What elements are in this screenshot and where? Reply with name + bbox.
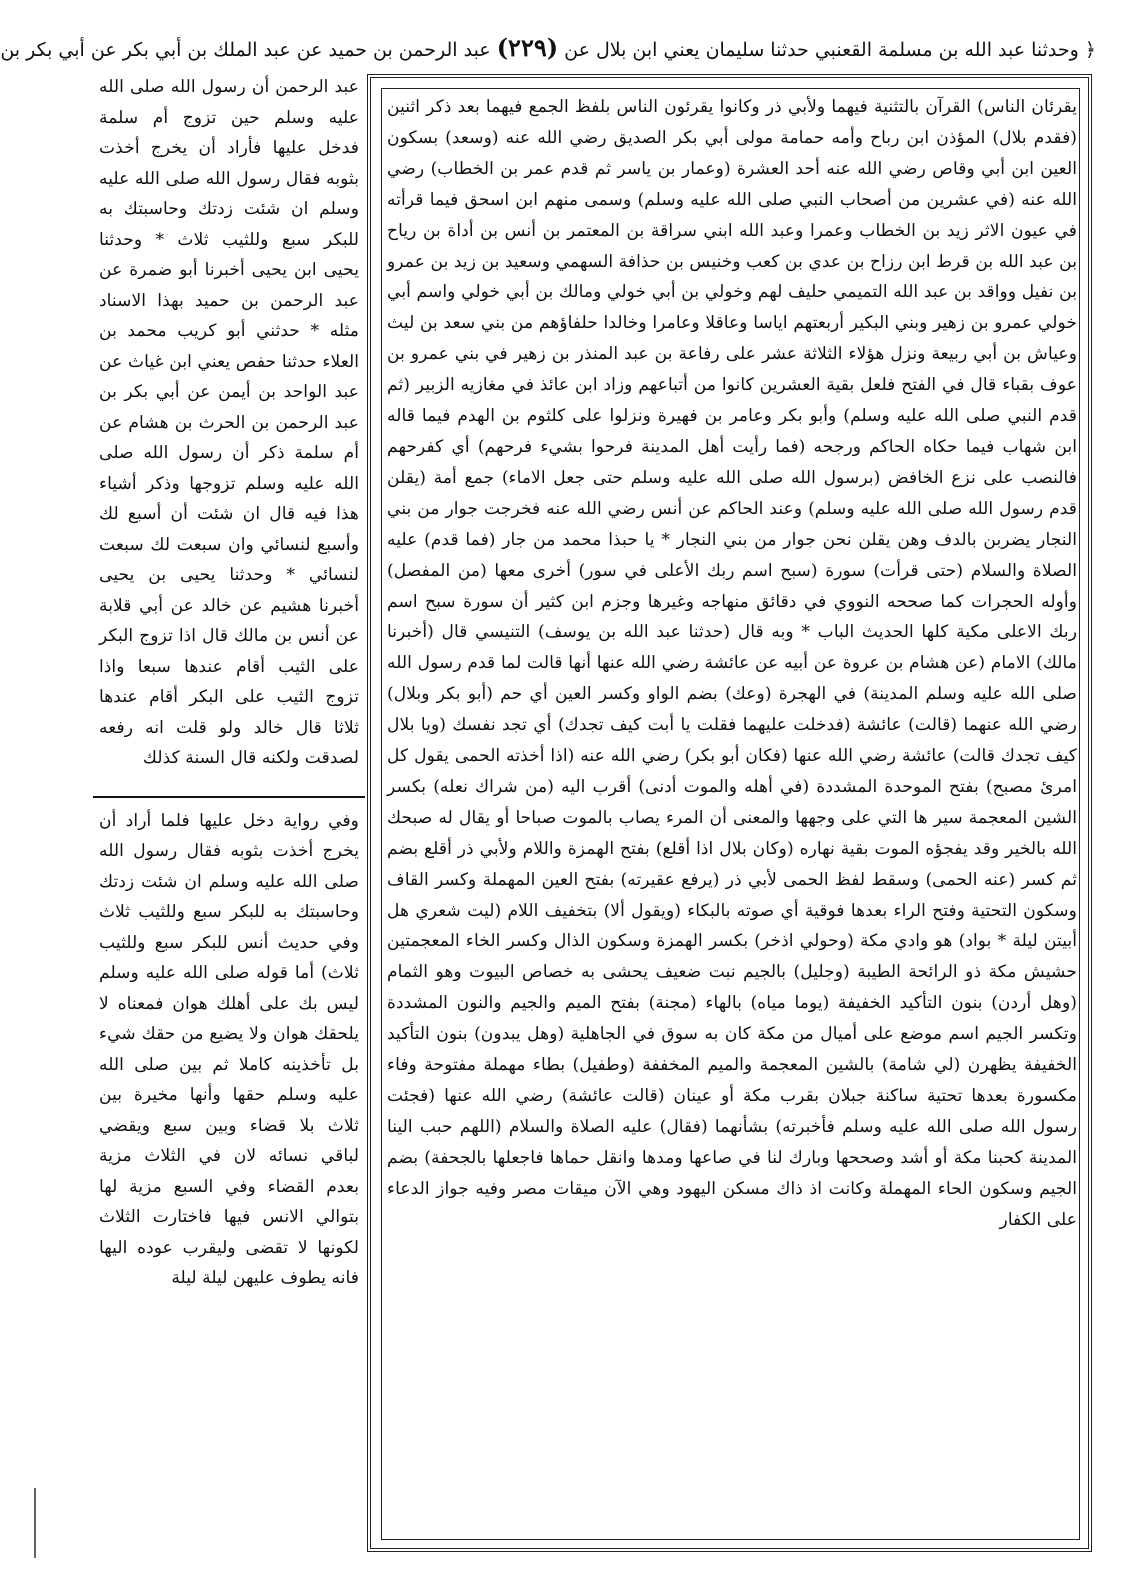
side-hadith-text: عبد الرحمن أن رسول الله صلى الله عليه وسلم حين تزوج أم سلمة فدخل عليها فأراد أن يخرج أخذت بثوبه فقال رسول الله صلى الله عليه وسلم ان شئت زدتك وحاسبتك به للبكر سبع وللثيب ثلاث * وحدثنا يحيى ابن يحيى أخبرنا أبو ضمرة عن عبد الرحمن بن حميد بهذا الاسناد مثله * حدثني أبو كريب محمد بن العلاء حدثنا حفص يعني ابن غياث عن عبد الواحد بن أيمن عن أبي بكر بن عبد الرحمن بن الحرث بن هشام عن أم سلمة ذكر أن رسول الله صلى الله عليه وسلم تزوجها وذكر أشياء هذا فيه قال ان شئت أن أسبع لك وأسبع لنسائي وان سبعت لك سبعت لنسائي * وحدثنا يحيى بن يحيى أخبرنا هشيم عن خالد عن أبي قلابة عن أنس بن مالك قال اذا تزوج البكر على الثيب أقام عندها سبعا واذا تزوج الثيب على البكر أقام عندها ثلاثا قال خالد ولو قلت انه رفعه لصدقت ولكنه قال السنة كذلك (99, 77, 359, 768)
page-number: (٢٢٩) (496, 33, 559, 62)
header-text-start: ﴿ وحدثنا عبد الله بن مسلمة القعنبي حدثنا سليمان يعني ابن بلال عن (564, 39, 1096, 61)
main-column (387, 92, 1077, 1540)
side-column (99, 72, 359, 1552)
main-commentary-text: يقرئان الناس) القرآن بالتثنية فيهما ولأبي ذر وكانوا يقرئون الناس بلفظ الجمع فيهما بعد ذكر اثنين (فقدم بلال) المؤذن ابن رباح وأمه حمامة مولى أبي بكر الصديق رضي الله عنه (وسعد) بسكون العين ابن أبي وقاص رضي الله عنه أحد العشرة (وعمار بن ياسر ثم قدم عمر بن الخطاب) رضي الله عنه (في عشرين من أصحاب النبي صلى الله عليه وسلم) وسمى منهم ابن اسحق فيما قرأته في عيون الاثر زيد بن الخطاب وعمرا وعبد الله ابني سراقة بن المعتمر بن أنس بن أداة بن رياح بن عبد الله بن قرط ابن رزاح بن عدي بن كعب وخنيس بن حذافة السهمي وسعيد بن زيد بن عمرو بن نفيل وواقد بن عبد الله التميمي حليف لهم وخولي بن أبي خولي ومالك بن أبي خولي واسم أبي خولي عمرو بن زهير وبني البكير أربعتهم اياسا وعاقلا وعامرا وخالدا حلفاؤهم من بني سعد بن ليث وعياش بن أبي ربيعة ونزل هؤلاء الثلاثة عشر على رفاعة بن عبد المنذر بن زهير في بني عمرو بن عوف بقباء قال في الفتح فلعل بقية العشرين كانوا من أتباعهم وزاد ابن عائذ في مغازيه الزبير (ثم قدم النبي صلى الله عليه وسلم) وأبو بكر وعامر بن فهيرة ونزلوا على كلثوم بن الهدم فيما قاله ابن شهاب فيما حكاه الحاكم ورجحه (فما رأيت أهل المدينة فرحوا بشيء فرحهم) أي كفرحهم فالنصب على نزع الخافض (برسول الله صلى الله عليه وسلم حتى جعل الاماء) جمع أمة (يقلن قدم رسول الله صلى الله عليه وسلم) وعند الحاكم عن أنس رضي الله عنه فخرجت جوار من بني النجار يضربن بالدف وهن يقلن نحن جوار من بني النجار * يا حبذا محمد من جار (فما قدم) عليه الصلاة والسلام (حتى قرأت) سورة (سبح اسم ربك الأعلى في سور) أخرى معها (من المفصل) وأوله الحجرات كما صححه النووي في دقائق منهاجه وغيرها وجزم ابن كثير أن سورة سبح اسم ربك الاعلى مكية كلها الحديث الباب * وبه قال (حدثنا عبد الله بن يوسف) التنيسي قال (أخبرنا مالك) الامام (عن هشام بن عروة عن أبيه عن عائشة رضي الله عنها أنها قالت لما قدم رسول الله صلى الله عليه وسلم المدينة) في الهجرة (وعك) بضم الواو وكسر العين أي حم (أبو بكر وبلال) رضي الله عنهما (قالت) عائشة (فدخلت عليهما فقلت يا أبت كيف تجدك) أي تجد نفسك (ويا بلال كيف تجدك قالت) عائشة رضي الله عنها (فكان أبو بكر) رضي الله عنه (اذا أخذته الحمى يقول كل امرئ مصبح) بفتح الموحدة المشددة (في أهله والموت أدنى) أقرب اليه (من شراك نعله) بكسر الشين المعجمة سير ها التي على وجهها والمعنى أن المرء يصاب بالموت صباحا أو يقال له صبحك الله بالخير وقد يفجؤه الموت بقية نهاره (وكان بلال اذا أقلع) بفتح الهمزة واللام ولأبي ذر أقلع بضم ثم كسر (عنه الحمى) وسقط لفظ الحمى لأبي ذر (يرفع عقيرته) بفتح العين المهملة وكسر القاف وسكون التحتية وفتح الراء بعدها فوقية أي صوته بالبكاء (ويقول ألا) بتخفيف اللام (ليت شعري هل أبيتن ليلة * بواد) هو وادي مكة (وحولي اذخر) بكسر الهمزة وسكون الذال وكسر الخاء المعجمتين حشيش مكة ذو الرائحة الطيبة (وجليل) بالجيم نبت ضعيف يحشى به خصاص البيوت وهو الثمام (وهل أردن) بنون التأكيد الخفيفة (يوما مياه) بالهاء (مجنة) بفتح الميم والجيم والنون المشددة وتكسر الجيم اسم موضع على أميال من مكة كان به سوق في الجاهلية (وهل يبدون) بنون التأكيد الخفيفة يظهرن (لي شامة) بالشين المعجمة والميم المخففة (وطفيل) بطاء مهملة مفتوحة وفاء مكسورة بعدها تحتية ساكنة جبلان بقرب مكة أو عينان (قالت عائشة) رضي الله عنها (فجئت رسول الله صلى الله عليه وسلم فأخبرته) بشأنهما (فقال) عليه الصلاة والسلام (اللهم حبب الينا المدينة كحبنا مكة أو أشد وصححها وبارك لنا في صاعها ومدها وانقل حماها فاجعلها بالجحفة) بضم الجيم وسكون الحاء المهملة وكانت اذ ذاك مسكن اليهود وهي الآن ميقات مصر وفيه جواز الدعاء على الكفار (387, 97, 1077, 1230)
side-commentary-text: وفي رواية دخل عليها فلما أراد أن يخرج أخذت بثوبه فقال رسول الله صلى الله عليه وسلم ان شئت زدتك وحاسبتك به للبكر سبع وللثيب ثلاث وفي حديث أنس للبكر سبع وللثيب ثلاث) أما قوله صلى الله عليه وسلم ليس بك على أهلك هوان فمعناه لا يلحقك هوان ولا يضيع من حقك شيء بل تأخذينه كاملا ثم بين صلى الله عليه وسلم حقها وأنها مخيرة بين ثلاث بلا قضاء وبين سبع ويقضي لباقي نسائه لان في الثلاث مزية بعدم القضاء وفي السبع مزية لها بتوالي الانس فيها فاختارت الثلاث لكونها لا تقضى وليقرب عوده اليها فانه يطوف عليهن ليلة ليلة (99, 810, 359, 1288)
scan-margin-mark (34, 1488, 36, 1558)
header-text-end: عبد الرحمن بن حميد عن عبد الملك بن أبي بكر عن أبي بكر بن (0, 39, 491, 61)
side-divider (93, 796, 365, 798)
page-header (0, 28, 1096, 68)
